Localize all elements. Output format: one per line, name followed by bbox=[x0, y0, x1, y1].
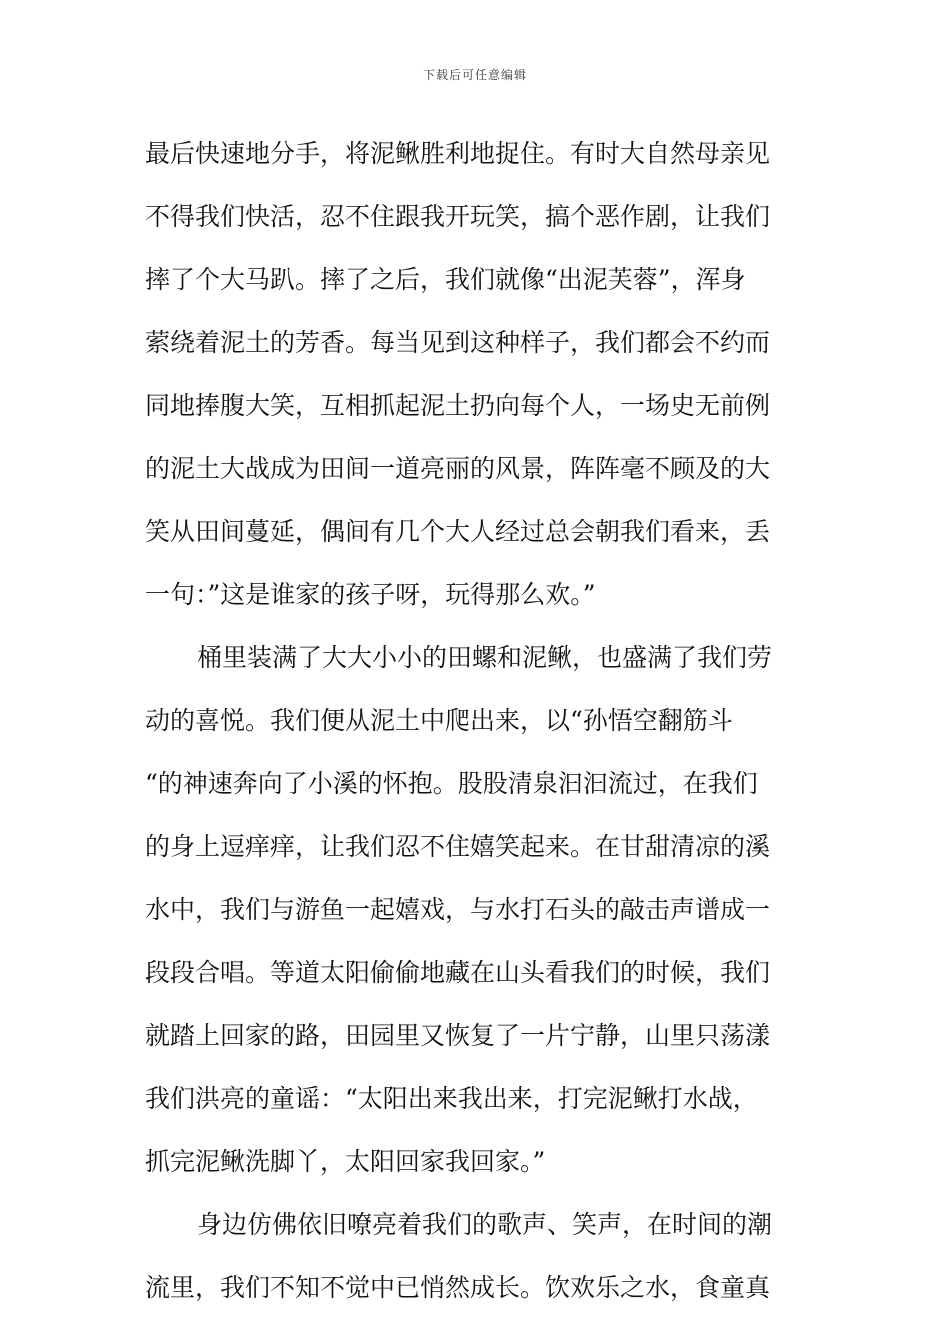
text-line: 桶里装满了大大小小的田螺和泥鳅，也盛满了我们劳 bbox=[197, 643, 773, 672]
text-line: 摔了个大马趴。摔了之后，我们就像“出泥芙蓉”，浑身 bbox=[145, 265, 746, 294]
text-line: 不得我们快活，忍不住跟我开玩笑，搞个恶作剧，让我们 bbox=[145, 202, 771, 231]
text-line: 笑从田间蔓延，偶间有几个大人经过总会朝我们看来，丢 bbox=[145, 517, 771, 546]
text-line: 萦绕着泥土的芳香。每当见到这种样子，我们都会不约而 bbox=[145, 328, 771, 357]
text-line: 同地捧腹大笑，互相抓起泥土扔向每个人，一场史无前例 bbox=[145, 391, 771, 420]
text-line: 动的喜悦。我们便从泥土中爬出来，以“孙悟空翻筋斗 bbox=[145, 706, 733, 735]
text-line: 抓完泥鳅洗脚丫，太阳回家我回家。” bbox=[145, 1147, 546, 1176]
text-line: 的泥土大战成为田间一道亮丽的风景，阵阵毫不顾及的大 bbox=[145, 454, 771, 483]
text-line: 最后快速地分手，将泥鳅胜利地捉住。有时大自然母亲见 bbox=[145, 139, 771, 168]
text-line: 一句：”这是谁家的孩子呀，玩得那么欢。” bbox=[145, 580, 596, 609]
page-header: 下载后可任意编辑 bbox=[422, 68, 527, 82]
text-line: 就踏上回家的路，田园里又恢复了一片宁静，山里只荡漾 bbox=[145, 1021, 771, 1050]
text-line: 水中，我们与游鱼一起嬉戏，与水打石头的敲击声谱成一 bbox=[145, 895, 771, 924]
text-line: “的神速奔向了小溪的怀抱。股股清泉汩汩流过，在我们 bbox=[145, 769, 758, 798]
text-line: 的身上逗痒痒，让我们忍不住嬉笑起来。在甘甜清凉的溪 bbox=[145, 832, 771, 861]
body-text bbox=[145, 122, 807, 1319]
text-line: 流里，我们不知不觉中已悄然成长。饮欢乐之水，食童真 bbox=[145, 1273, 771, 1302]
paragraph-3 bbox=[145, 1193, 807, 1319]
text-line: 段段合唱。等道太阳偷偷地藏在山头看我们的时候，我们 bbox=[145, 958, 771, 987]
text-line: 我们洪亮的童谣：“太阳出来我出来，打完泥鳅打水战， bbox=[145, 1084, 758, 1113]
paragraph-2 bbox=[145, 626, 807, 1193]
text-line: 身边仿佛依旧嘹亮着我们的歌声、笑声，在时间的潮 bbox=[197, 1210, 773, 1239]
paragraph-1 bbox=[145, 122, 807, 626]
